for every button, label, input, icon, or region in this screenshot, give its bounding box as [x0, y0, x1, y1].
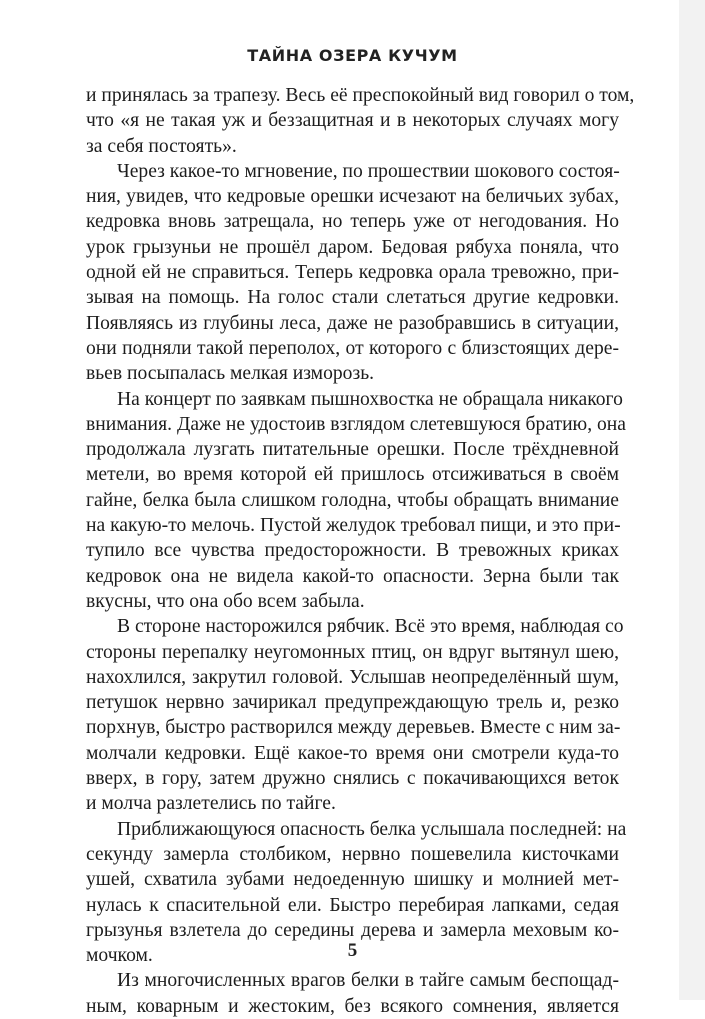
paragraph-4	[86, 614, 624, 816]
text-line: ным, коварным и жестоким, без всякого сомнения, является	[86, 995, 619, 1017]
text-line: нахохлился, закрутил головой. Услышав неопределённый шум,	[86, 666, 619, 688]
text-line: вьев посыпалась мелкая изморозь.	[86, 363, 375, 385]
text-line: и принялась за трапезу. Весь её преспокойный вид говорил о том,	[86, 85, 635, 106]
paragraph-3	[86, 387, 626, 615]
text-line: одной ей не справиться. Теперь кедровка орала тревожно, при-	[86, 262, 619, 284]
text-line: внимания. Даже не удостоив взглядом слетевшуюся братию, она	[86, 413, 626, 435]
text-line: В стороне насторожился рябчик. Всё это время, наблюдая со	[117, 616, 624, 638]
text-line: Через какое-то мгновение, по прошествии шокового состоя-	[117, 160, 620, 182]
text-line: вкусны, что она обо всем забыла.	[86, 590, 365, 612]
text-line: на какую-то мелочь. Пустой желудок требовал пищи, и это при-	[86, 515, 621, 537]
text-line: Из многочисленных врагов белки в тайге самым беспощад-	[117, 970, 619, 992]
text-line: ушей, схватила зубами недоеденную шишку и молнией мет-	[86, 869, 619, 891]
body-text	[86, 83, 635, 1019]
text-line: гайне, белка была слишком голодна, чтобы обращать внимание	[86, 489, 619, 511]
text-line: они подняли такой переполох, от которого с близстоящих дере-	[86, 337, 619, 359]
text-line: Появляясь из глубины леса, даже не разобравшись в ситуации,	[86, 312, 619, 334]
text-line: за себя постоять».	[86, 135, 237, 157]
paragraph-1	[86, 83, 635, 159]
text-line: Приближающуюся опасность белка услышала последней: на	[117, 818, 627, 840]
paragraph-2	[86, 159, 619, 387]
text-line: что «я не такая уж и беззащитная и в некоторых случаях могу	[86, 110, 619, 132]
text-line: и молча разлетелись по тайге.	[86, 793, 336, 815]
text-line: ния, увидев, что кедровые орешки исчезают на беличьих зубах,	[86, 186, 619, 208]
paragraph-6	[86, 968, 619, 1019]
text-line: кедровок она не видела какой-то опасности. Зерна были так	[86, 565, 619, 587]
text-line: На концерт по заявкам пышнохвостка не обращала никакого	[117, 388, 623, 410]
text-line: продолжала лузгать питательные орешки. После трёхдневной	[86, 439, 619, 461]
text-line: зывая на помощь. На голос стали слетаться другие кедровки.	[86, 287, 619, 309]
text-line: кедровка вновь затрещала, но теперь уже от негодования. Но	[86, 211, 619, 233]
text-line: петушок нервно зачирикал предупреждающую трель и, резко	[86, 692, 619, 714]
page-number: 5	[347, 940, 358, 961]
text-line: метели, во время которой ей пришлось отсиживаться в своём	[86, 464, 619, 486]
text-line: тупило все чувства предосторожности. В тревожных криках	[86, 540, 619, 562]
text-line: нулась к спасительной ели. Быстро перебирая лапками, седая	[86, 894, 619, 916]
text-line: секунду замерла столбиком, нервно пошевелила кисточками	[86, 843, 619, 865]
running-head: ТАЙНА ОЗЕРА КУЧУМ	[247, 46, 458, 65]
text-line: урок грызуньи не прошёл даром. Бедовая рябуха поняла, что	[86, 236, 619, 258]
text-line: стороны перепалку неугомонных птиц, он вдруг вытянул шею,	[86, 641, 619, 663]
text-line: вверх, в гору, затем дружно снялись с покачивающихся веток	[86, 768, 619, 790]
text-line: порхнув, быстро растворился между деревьев. Вместе с ним за-	[86, 717, 621, 739]
page-edge-shadow	[679, 0, 705, 1000]
book-page	[86, 0, 635, 1017]
text-line: мочком.	[86, 945, 153, 967]
text-line: молчали кедровки. Ещё какое-то время они смотрели куда-то	[86, 742, 619, 764]
text-line: грызунья взлетела до середины дерева и замерла меховым ко-	[86, 919, 619, 941]
